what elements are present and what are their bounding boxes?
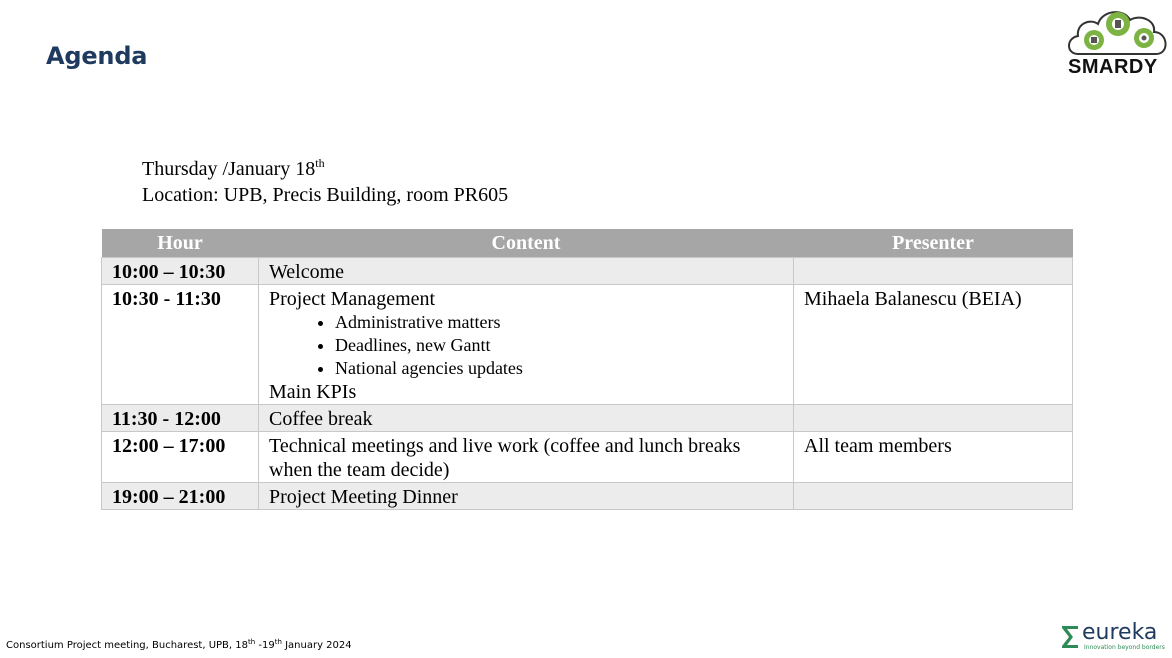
- meeting-info: [142, 156, 508, 208]
- content-footer-line: Main KPIs: [269, 381, 357, 403]
- header-content: Content: [259, 229, 794, 258]
- row-hour: 10:00 – 10:30: [102, 258, 259, 285]
- row-presenter: Mihaela Balanescu (BEIA): [794, 285, 1073, 405]
- table-row: [102, 405, 1073, 432]
- row-content: Technical meetings and live work (coffee and lunch breaks when the team decide): [259, 432, 794, 483]
- table-header-row: [102, 229, 1073, 258]
- row-hour: 10:30 - 11:30: [102, 285, 259, 405]
- table-row: [102, 285, 1073, 405]
- row-presenter: [794, 483, 1073, 510]
- table-row: [102, 483, 1073, 510]
- slide-footer: Consortium Project meeting, Bucharest, UPB, 18th -19th January 2024: [6, 638, 352, 651]
- list-item: • National agencies updates: [335, 357, 783, 380]
- table-row: [102, 432, 1073, 483]
- smardy-logo-text: SMARDY: [1068, 56, 1158, 78]
- content-heading: Project Management: [269, 288, 436, 310]
- header-hour: Hour: [102, 229, 259, 258]
- table-row: [102, 258, 1073, 285]
- page-title: Agenda: [46, 42, 148, 70]
- content-bullets: [269, 311, 783, 380]
- row-hour: 12:00 – 17:00: [102, 432, 259, 483]
- row-presenter: [794, 405, 1073, 432]
- row-content: [259, 285, 794, 405]
- row-content: Coffee break: [259, 405, 794, 432]
- eureka-logo-text: eureka: [1082, 620, 1158, 645]
- meeting-date: Thursday /January 18th: [142, 156, 325, 180]
- row-presenter: [794, 258, 1073, 285]
- row-content: Project Meeting Dinner: [259, 483, 794, 510]
- list-item: • Deadlines, new Gantt: [335, 334, 783, 357]
- row-hour: 19:00 – 21:00: [102, 483, 259, 510]
- meeting-location: Location: UPB, Precis Building, room PR605: [142, 184, 509, 206]
- row-content: Welcome: [259, 258, 794, 285]
- header-presenter: Presenter: [794, 229, 1073, 258]
- row-presenter: All team members: [794, 432, 1073, 483]
- row-hour: 11:30 - 12:00: [102, 405, 259, 432]
- list-item: • Administrative matters: [335, 311, 783, 334]
- agenda-table: [101, 229, 1073, 510]
- eureka-tagline: Innovation beyond borders: [1084, 644, 1165, 651]
